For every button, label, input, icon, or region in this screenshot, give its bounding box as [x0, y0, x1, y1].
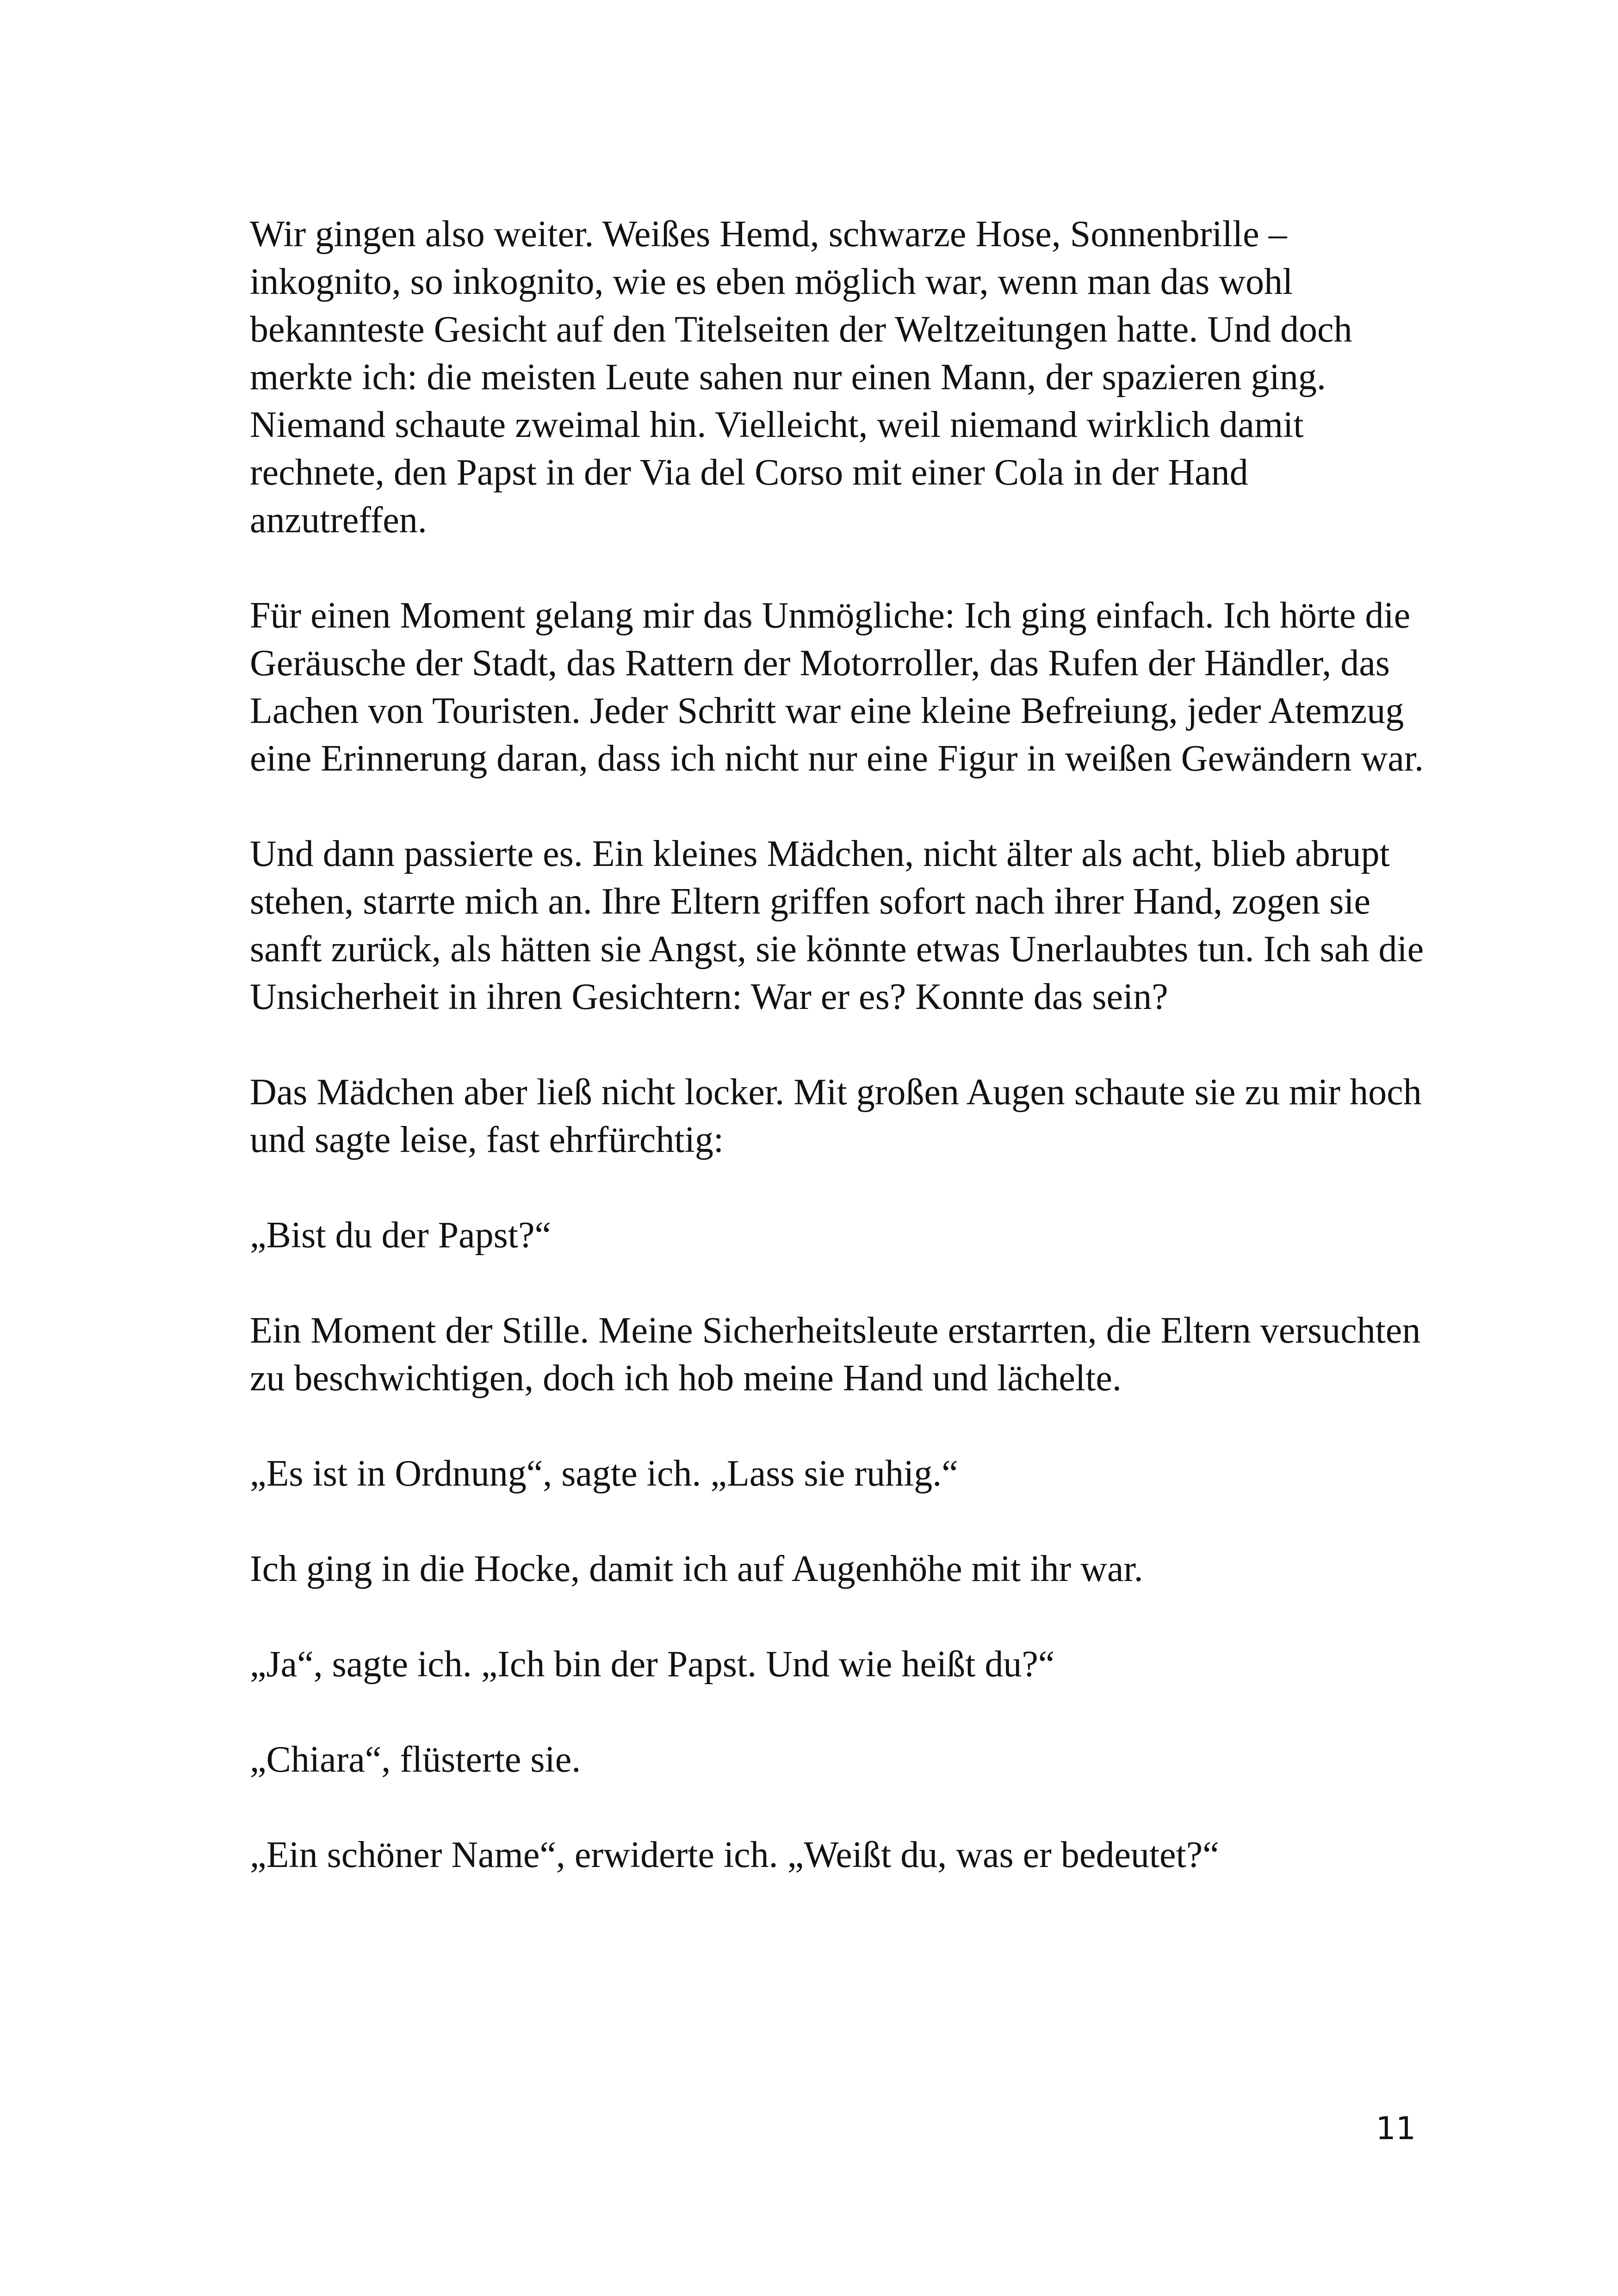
paragraph-4: Das Mädchen aber ließ nicht locker. Mit großen Augen schaute sie zu mir hoch und sagte leise, fast ehrfürchtig:	[250, 1072, 1422, 1160]
paragraph-8: Ich ging in die Hocke, damit ich auf Augenhöhe mit ihr war.	[250, 1549, 1143, 1589]
dialogue-name: „Chiara“, flüsterte sie.	[250, 1739, 581, 1780]
dialogue-reassurance: „Es ist in Ordnung“, sagte ich. „Lass sie ruhig.“	[250, 1453, 958, 1494]
paragraph-6: Ein Moment der Stille. Meine Sicherheitsleute erstarrten, die Eltern versuchten zu beschwichtigen, doch ich hob meine Hand und lächelte.	[250, 1310, 1421, 1399]
paragraph-3: Und dann passierte es. Ein kleines Mädchen, nicht älter als acht, blieb abrupt stehen, starrte mich an. Ihre Eltern griffen sofort nach ihrer Hand, zogen sie sanft zurück, als hätten sie Angst, sie könnte etwas Unerlaubtes tun. Ich sah die Unsicherheit in ihren Gesichtern: War er es? Konnte das sein?	[250, 834, 1424, 1017]
dialogue-answer: „Ja“, sagte ich. „Ich bin der Papst. Und wie heißt du?“	[250, 1644, 1055, 1685]
dialogue-question: „Bist du der Papst?“	[250, 1215, 551, 1256]
page-number: 11	[1376, 2110, 1416, 2147]
paragraph-1: Wir gingen also weiter. Weißes Hemd, schwarze Hose, Sonnenbrille – inkognito, so inkognito, wie es eben möglich war, wenn man das wohl bekannteste Gesicht auf den Titelseiten der Weltzeitungen hatte. Und doch merkte ich: die meisten Leute sahen nur einen Mann, der spazieren ging. Niemand schaute zweimal hin. Vielleicht, weil niemand wirklich damit rechnete, den Papst in der Via del Corso mit einer Cola in der Hand anzutreffen.	[250, 214, 1352, 541]
body-text	[250, 211, 1434, 1879]
dialogue-meaning: „Ein schöner Name“, erwiderte ich. „Weißt du, was er bedeutet?“	[250, 1835, 1219, 1875]
paragraph-2: Für einen Moment gelang mir das Unmögliche: Ich ging einfach. Ich hörte die Geräusche der Stadt, das Rattern der Motorroller, das Rufen der Händler, das Lachen von Touristen. Jeder Schritt war eine kleine Befreiung, jeder Atemzug eine Erinnerung daran, dass ich nicht nur eine Figur in weißen Gewändern war.	[250, 595, 1424, 779]
